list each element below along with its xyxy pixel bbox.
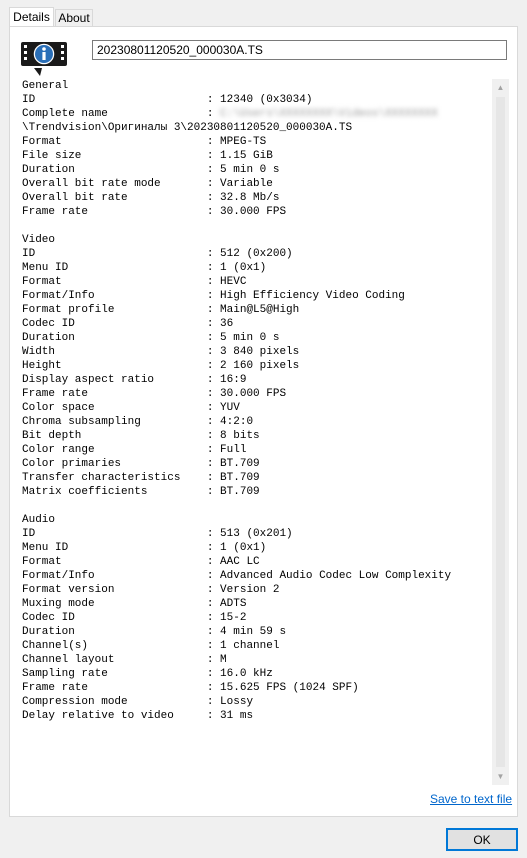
report-value: 5 min 0 s xyxy=(220,164,280,176)
report-separator: : xyxy=(206,206,221,218)
report-line xyxy=(22,471,451,485)
report-key: ID xyxy=(22,94,207,106)
report-value: 1.15 GiB xyxy=(220,150,273,162)
report-section-header xyxy=(22,513,451,527)
report-key: Complete name xyxy=(22,108,207,120)
report-value: BT.709 xyxy=(220,486,260,498)
report-key: ID xyxy=(22,528,207,540)
report-key: Overall bit rate xyxy=(22,192,207,204)
report-line xyxy=(22,331,451,345)
report-separator: : xyxy=(206,346,221,358)
report-section-header xyxy=(22,233,451,247)
report-value: Full xyxy=(220,444,247,456)
report-key: Color primaries xyxy=(22,458,207,470)
report-line xyxy=(22,275,451,289)
report-key: Width xyxy=(22,346,207,358)
report-separator: : xyxy=(206,164,221,176)
report-key: Format profile xyxy=(22,304,207,316)
report-line xyxy=(22,443,451,457)
report-key: Format version xyxy=(22,584,207,596)
report-value: 30.000 FPS xyxy=(220,388,287,400)
report-value: 32.8 Mb/s xyxy=(220,192,280,204)
report-key: Channel layout xyxy=(22,654,207,666)
report-key: Duration xyxy=(22,164,207,176)
report-separator: : xyxy=(206,360,221,372)
report-line xyxy=(22,709,451,723)
report-value: ADTS xyxy=(220,598,247,610)
report-value: M xyxy=(220,654,227,666)
report-key: Duration xyxy=(22,626,207,638)
report-separator: : xyxy=(206,570,221,582)
report-separator: : xyxy=(206,192,221,204)
report-separator: : xyxy=(206,262,221,274)
report-value: Main@L5@High xyxy=(220,304,300,316)
report-key: ID xyxy=(22,248,207,260)
report-separator: : xyxy=(206,682,221,694)
report-separator: : xyxy=(206,640,221,652)
report-line xyxy=(22,135,451,149)
report-separator: : xyxy=(206,472,221,484)
report-key: File size xyxy=(22,150,207,162)
report-separator: : xyxy=(206,136,221,148)
scroll-down-arrow-icon[interactable]: ▼ xyxy=(496,772,505,781)
tab-about[interactable]: About xyxy=(55,9,93,26)
report-line xyxy=(22,541,451,555)
report-line xyxy=(22,219,451,233)
report-key: Codec ID xyxy=(22,318,207,330)
media-info-report[interactable] xyxy=(17,79,491,785)
report-line xyxy=(22,569,451,583)
report-value: YUV xyxy=(220,402,240,414)
report-value: 1 channel xyxy=(220,640,280,652)
report-separator: : xyxy=(206,710,221,722)
report-line xyxy=(22,527,451,541)
report-line xyxy=(22,261,451,275)
report-value: HEVC xyxy=(220,276,247,288)
report-line xyxy=(22,653,451,667)
media-info-icon xyxy=(19,38,69,78)
report-line xyxy=(22,373,451,387)
report-key: Color range xyxy=(22,444,207,456)
report-line xyxy=(22,93,451,107)
report-line xyxy=(22,401,451,415)
tab-details[interactable]: Details xyxy=(9,7,54,26)
report-key: Transfer characteristics xyxy=(22,472,207,484)
report-key: Overall bit rate mode xyxy=(22,178,207,190)
report-value: 31 ms xyxy=(220,710,254,722)
report-line xyxy=(22,191,451,205)
report-key: Frame rate xyxy=(22,206,207,218)
report-section-header xyxy=(22,79,451,93)
report-line xyxy=(22,611,451,625)
report-key: Delay relative to video xyxy=(22,710,207,722)
scroll-up-arrow-icon[interactable]: ▲ xyxy=(496,83,505,92)
report-key: Sampling rate xyxy=(22,668,207,680)
report-line xyxy=(22,415,451,429)
report-separator: : xyxy=(206,626,221,638)
report-separator: : xyxy=(206,444,221,456)
report-value: 16.0 kHz xyxy=(220,668,273,680)
report-value-redacted: C:\Users\XXXXXXXX\Videos\XXXXXXXX xyxy=(220,108,438,120)
report-line xyxy=(22,359,451,373)
report-line xyxy=(22,177,451,191)
report-value: 5 min 0 s xyxy=(220,332,280,344)
report-key: Menu ID xyxy=(22,262,207,274)
report-value: 3 840 pixels xyxy=(220,346,300,358)
report-value: Variable xyxy=(220,178,273,190)
report-separator: : xyxy=(206,318,221,330)
save-to-text-file-link[interactable]: Save to text file xyxy=(430,792,513,806)
report-key: Display aspect ratio xyxy=(22,374,207,386)
report-key: Chroma subsampling xyxy=(22,416,207,428)
report-value: 512 (0x200) xyxy=(220,248,293,260)
report-value: 36 xyxy=(220,318,234,330)
report-value: 513 (0x201) xyxy=(220,528,293,540)
report-line xyxy=(22,317,451,331)
report-value: 2 160 pixels xyxy=(220,360,300,372)
report-value: MPEG-TS xyxy=(220,136,267,148)
report-separator: : xyxy=(206,654,221,666)
report-value: 15.625 FPS (1024 SPF) xyxy=(220,682,359,694)
report-value: 8 bits xyxy=(220,430,260,442)
report-value: High Efficiency Video Coding xyxy=(220,290,405,302)
report-separator: : xyxy=(206,416,221,428)
report-separator: : xyxy=(206,388,221,400)
report-value: Advanced Audio Codec Low Complexity xyxy=(220,570,452,582)
ok-button[interactable]: OK xyxy=(446,828,518,851)
report-value: 15-2 xyxy=(220,612,247,624)
report-key: Matrix coefficients xyxy=(22,486,207,498)
report-key: Frame rate xyxy=(22,388,207,400)
report-line xyxy=(22,695,451,709)
report-separator: : xyxy=(206,542,221,554)
report-separator: : xyxy=(206,108,221,120)
report-key: Duration xyxy=(22,332,207,344)
report-key: Height xyxy=(22,360,207,372)
report-line xyxy=(22,247,451,261)
file-name-field[interactable] xyxy=(92,40,507,60)
scrollbar-thumb[interactable] xyxy=(496,97,505,767)
report-line xyxy=(22,639,451,653)
report-separator: : xyxy=(206,290,221,302)
report-line xyxy=(22,429,451,443)
report-value: AAC LC xyxy=(220,556,260,568)
report-key: Compression mode xyxy=(22,696,207,708)
report-key: Codec ID xyxy=(22,612,207,624)
report-separator: : xyxy=(206,150,221,162)
report-line xyxy=(22,107,451,121)
report-separator: : xyxy=(206,584,221,596)
report-key: Channel(s) xyxy=(22,640,207,652)
report-key: Audio xyxy=(22,514,56,526)
report-separator: : xyxy=(206,332,221,344)
report-line xyxy=(22,149,451,163)
report-value: 12340 (0x3034) xyxy=(220,94,313,106)
report-line xyxy=(22,345,451,359)
report-separator: : xyxy=(206,556,221,568)
report-line xyxy=(22,667,451,681)
report-line xyxy=(22,499,451,513)
report-separator: : xyxy=(206,486,221,498)
report-key: Format xyxy=(22,276,207,288)
report-key: Color space xyxy=(22,402,207,414)
report-separator: : xyxy=(206,458,221,470)
report-separator: : xyxy=(206,598,221,610)
report-section-header xyxy=(22,121,451,135)
report-value: 1 (0x1) xyxy=(220,262,267,274)
report-key: Format xyxy=(22,556,207,568)
report-line xyxy=(22,289,451,303)
report-line xyxy=(22,681,451,695)
report-key: Format/Info xyxy=(22,570,207,582)
report-value: 16:9 xyxy=(220,374,247,386)
report-separator: : xyxy=(206,276,221,288)
report-key: Muxing mode xyxy=(22,598,207,610)
report-key: Menu ID xyxy=(22,542,207,554)
report-value: BT.709 xyxy=(220,458,260,470)
report-separator: : xyxy=(206,248,221,260)
report-line xyxy=(22,485,451,499)
report-value: Lossy xyxy=(220,696,254,708)
report-separator: : xyxy=(206,304,221,316)
report-value: 4:2:0 xyxy=(220,416,254,428)
report-line xyxy=(22,583,451,597)
report-separator: : xyxy=(206,430,221,442)
report-separator: : xyxy=(206,402,221,414)
report-separator: : xyxy=(206,696,221,708)
report-value: BT.709 xyxy=(220,472,260,484)
report-key: Frame rate xyxy=(22,682,207,694)
report-line xyxy=(22,555,451,569)
report-key: Bit depth xyxy=(22,430,207,442)
vertical-scrollbar[interactable] xyxy=(492,79,509,785)
report-line xyxy=(22,303,451,317)
report-line xyxy=(22,205,451,219)
report-key: Format xyxy=(22,136,207,148)
report-line xyxy=(22,387,451,401)
report-line xyxy=(22,597,451,611)
report-value: Version 2 xyxy=(220,584,280,596)
report-lines xyxy=(22,79,451,723)
report-line xyxy=(22,457,451,471)
report-line xyxy=(22,625,451,639)
report-line xyxy=(22,163,451,177)
report-key: \Trendvision\Оригиналы 3\20230801120520_000030A.TS xyxy=(22,122,353,134)
report-key: Format/Info xyxy=(22,290,207,302)
report-separator: : xyxy=(206,178,221,190)
report-separator: : xyxy=(206,612,221,624)
report-separator: : xyxy=(206,374,221,386)
report-separator: : xyxy=(206,94,221,106)
report-value: 30.000 FPS xyxy=(220,206,287,218)
report-value: 1 (0x1) xyxy=(220,542,267,554)
report-separator: : xyxy=(206,528,221,540)
report-key: General xyxy=(22,80,69,92)
report-separator: : xyxy=(206,668,221,680)
report-key: Video xyxy=(22,234,56,246)
report-value: 4 min 59 s xyxy=(220,626,287,638)
